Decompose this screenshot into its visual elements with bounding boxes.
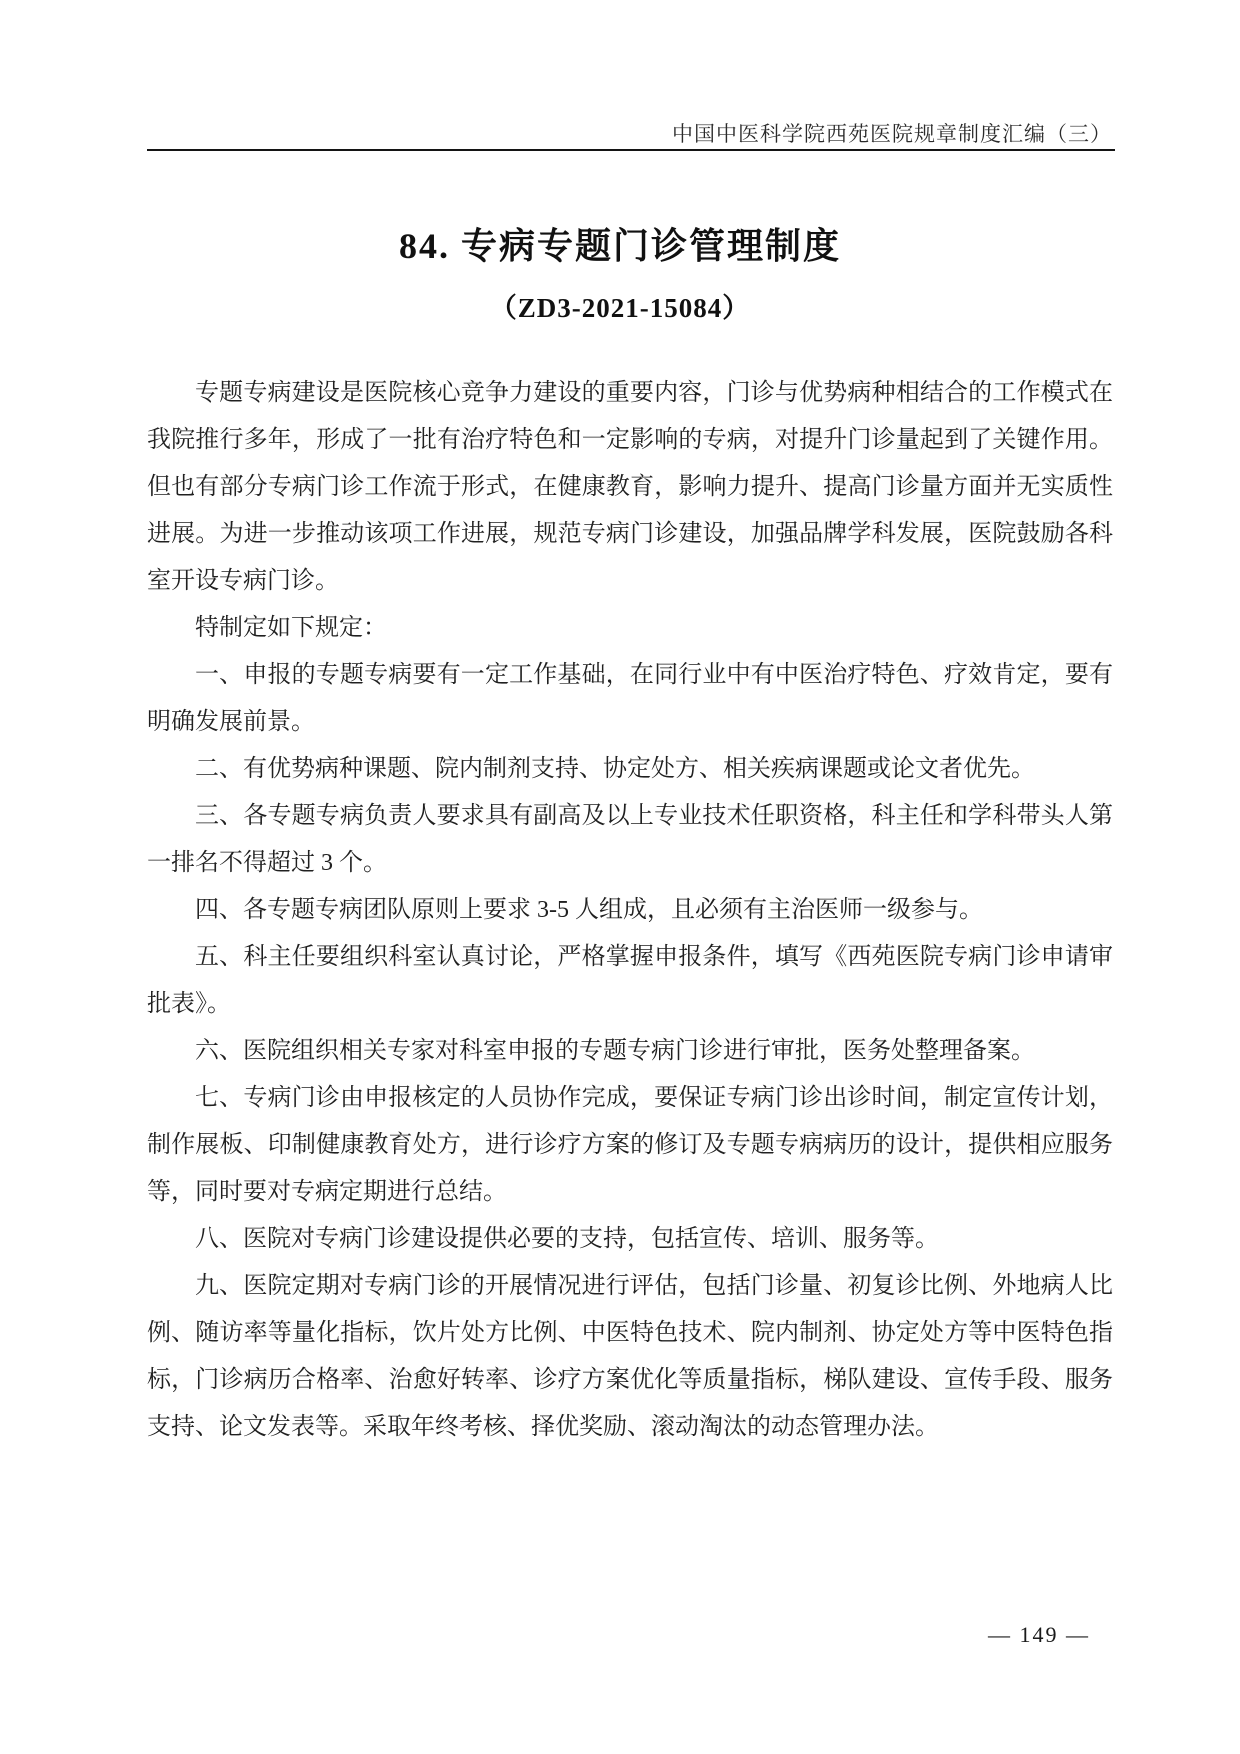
rule-1-paragraph: 一、申报的专题专病要有一定工作基础，在同行业中有中医治疗特色、疗效肯定，要有明确发展前景。 — [147, 662, 1113, 735]
running-header: 中国中医科学院西苑医院规章制度汇编（三） — [672, 122, 1112, 146]
rule-7-paragraph: 七、专病门诊由申报核定的人员协作完成，要保证专病门诊出诊时间，制定宣传计划，制作展板、印制健康教育处方，进行诊疗方案的修订及专题专病病历的设计，提供相应服务等，同时要对专病定期进行总结。 — [147, 1085, 1113, 1205]
page-number: — 149 — — [988, 1622, 1090, 1647]
document-code: （ZD3-2021-15084） — [489, 293, 751, 323]
page-title: 84. 专病专题门诊管理制度 — [398, 226, 841, 266]
intro-paragraph: 专题专病建设是医院核心竞争力建设的重要内容，门诊与优势病种相结合的工作模式在我院推行多年，形成了一批有治疗特色和一定影响的专病，对提升门诊量起到了关键作用。但也有部分专病门诊工作流于形式，在健康教育，影响力提升、提高门诊量方面并无实质性进展。为进一步推动该项工作进展，规范专病门诊建设，加强品牌学科发展，医院鼓励各科室开设专病门诊。 — [147, 380, 1113, 594]
rule-4-paragraph: 四、各专题专病团队原则上要求 3-5 人组成，且必须有主治医师一级参与。 — [195, 897, 983, 923]
rule-5-paragraph: 五、科主任要组织科室认真讨论，严格掌握申报条件，填写《西苑医院专病门诊申请审批表》。 — [147, 944, 1113, 1017]
preamble-paragraph: 特制定如下规定： — [195, 615, 387, 641]
rule-8-paragraph: 八、医院对专病门诊建设提供必要的支持，包括宣传、培训、服务等。 — [195, 1226, 939, 1252]
header-divider — [147, 149, 1115, 151]
rule-2-paragraph: 二、有优势病种课题、院内制剂支持、协定处方、相关疾病课题或论文者优先。 — [195, 756, 1035, 782]
rule-9-paragraph: 九、医院定期对专病门诊的开展情况进行评估，包括门诊量、初复诊比例、外地病人比例、随访率等量化指标，饮片处方比例、中医特色技术、院内制剂、协定处方等中医特色指标，门诊病历合格率、治愈好转率、诊疗方案优化等质量指标，梯队建设、宣传手段、服务支持、论文发表等。采取年终考核、择优奖励、滚动淘汰的动态管理办法。 — [147, 1273, 1113, 1440]
rule-3-paragraph: 三、各专题专病负责人要求具有副高及以上专业技术任职资格，科主任和学科带头人第一排名不得超过 3 个。 — [147, 803, 1113, 876]
document-body — [147, 370, 1113, 1451]
rule-6-paragraph: 六、医院组织相关专家对科室申报的专题专病门诊进行审批，医务处整理备案。 — [195, 1038, 1035, 1064]
